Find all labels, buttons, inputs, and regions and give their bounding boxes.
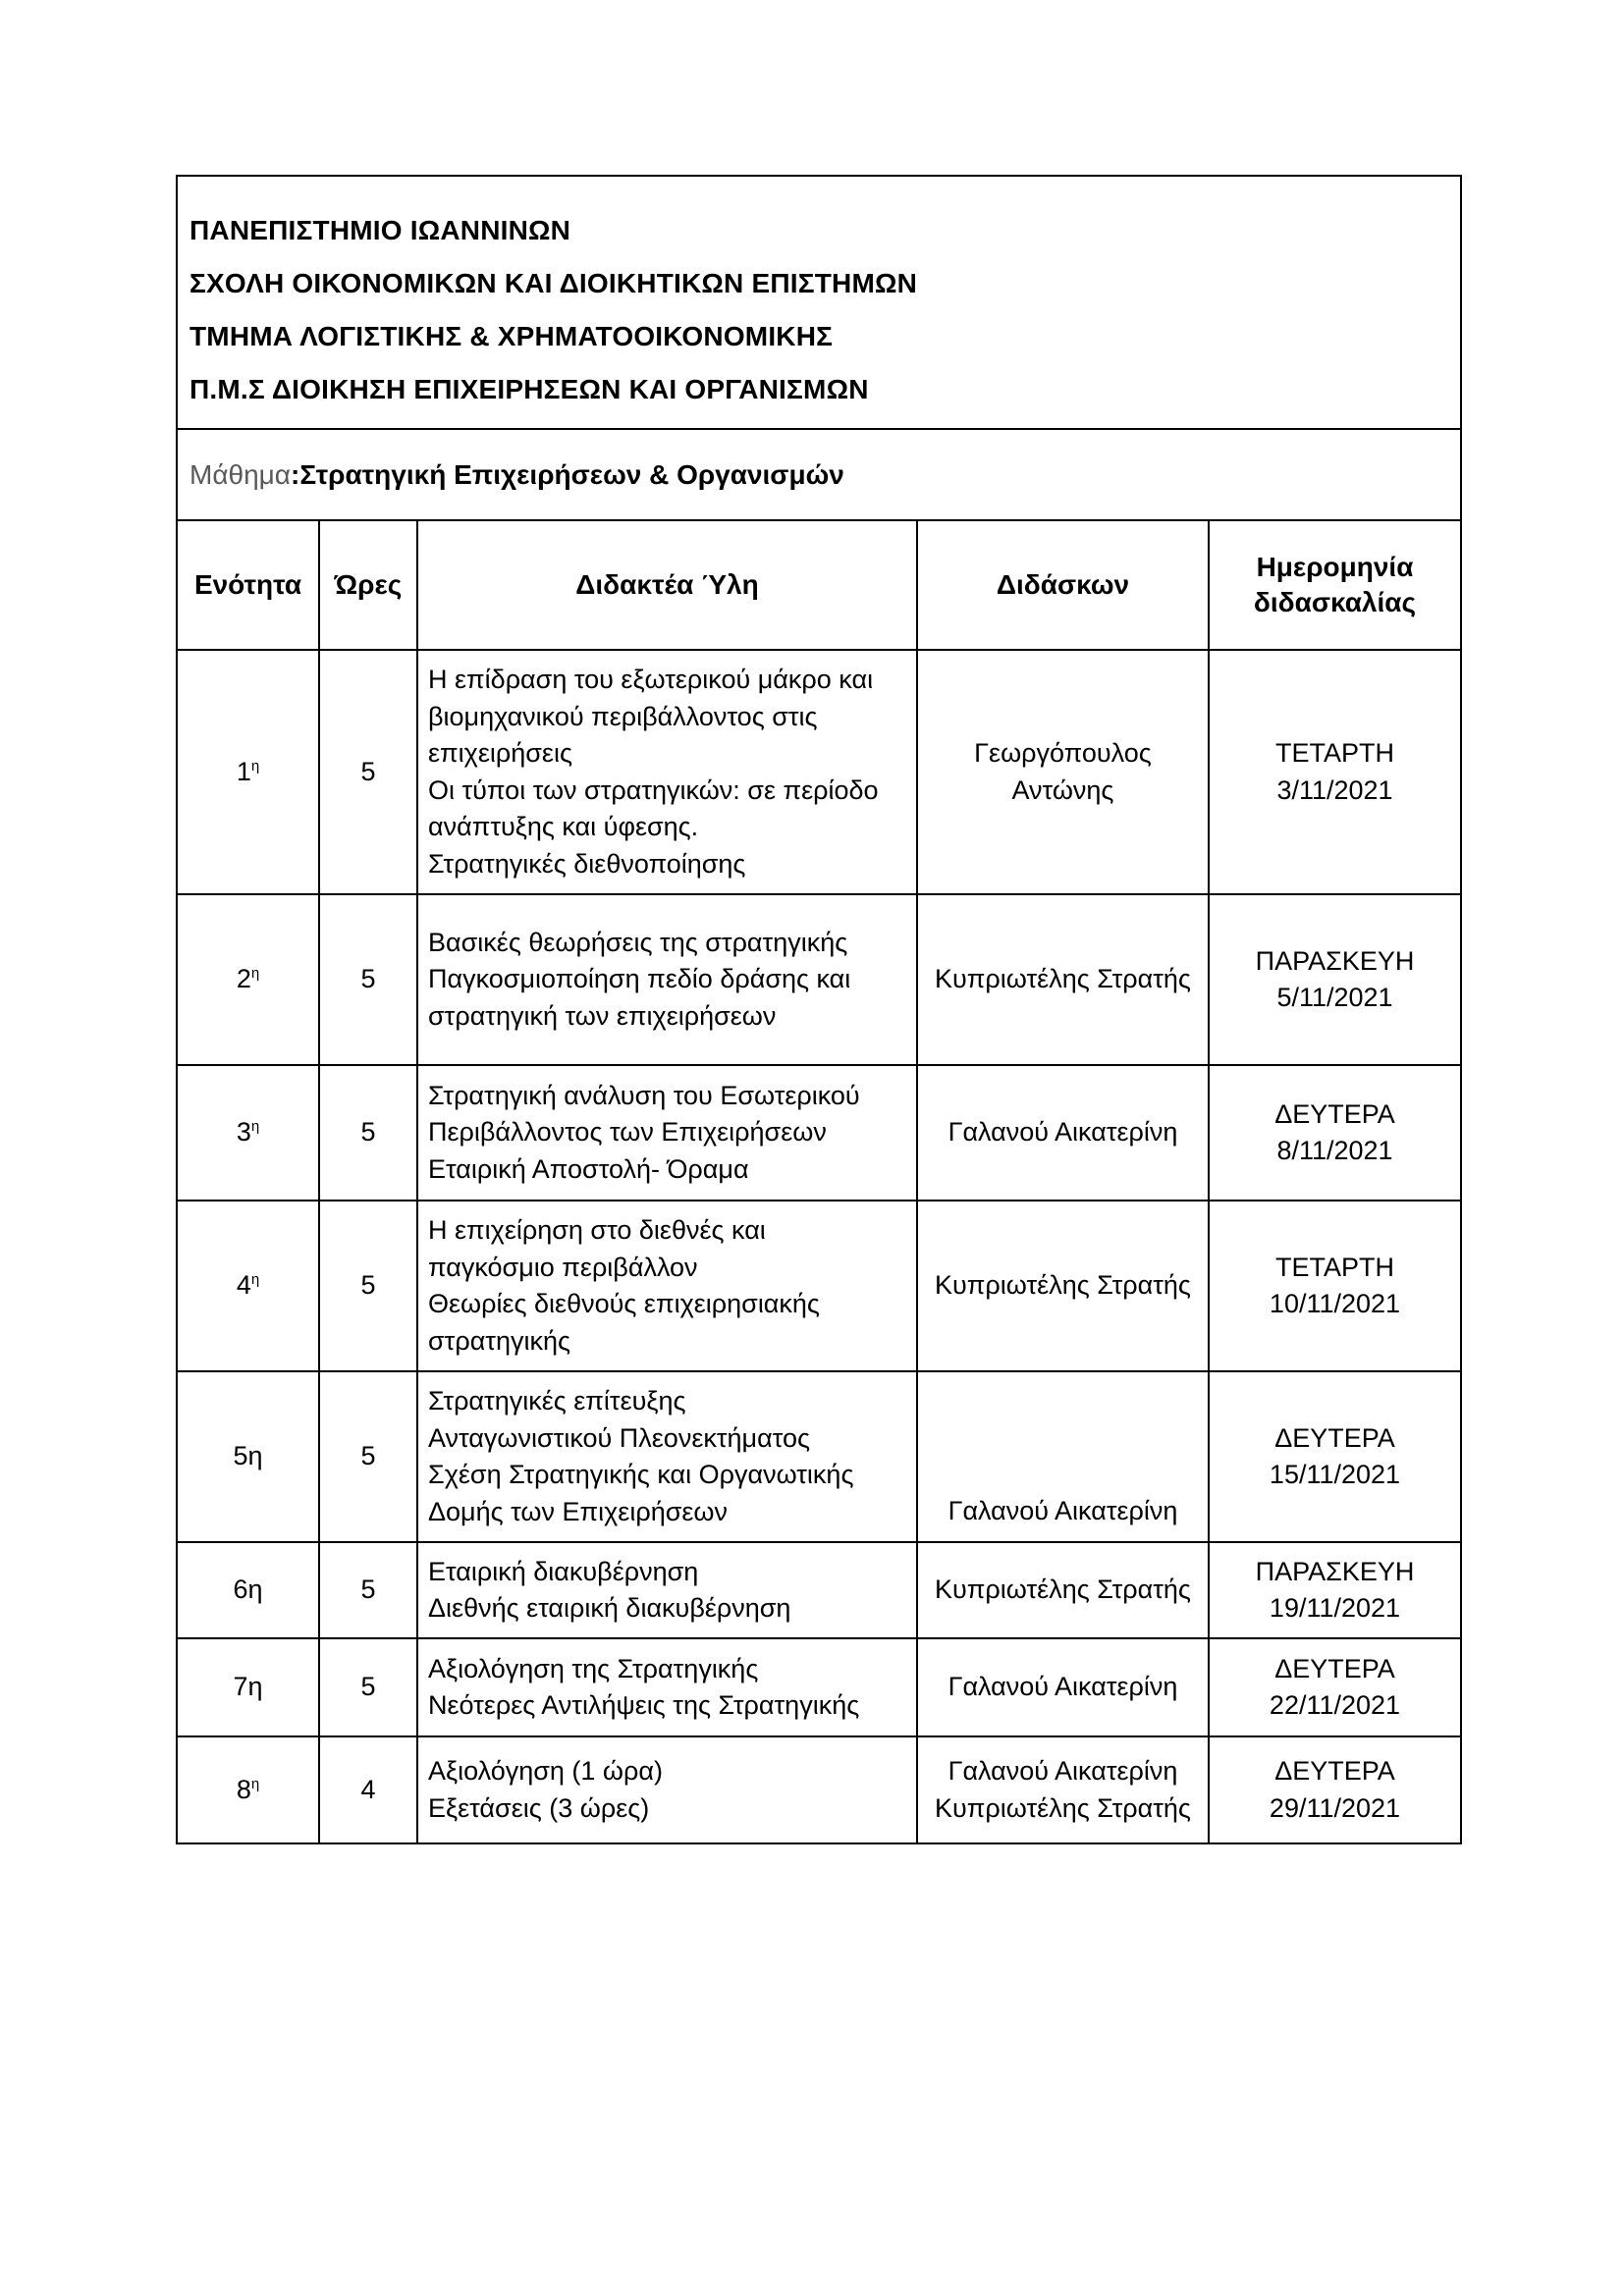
table-row [178,894,1460,1065]
material-line: Διεθνής εταιρική διακυβέρνηση [428,1593,791,1623]
teacher-cell [917,894,1209,1065]
unit-cell [178,1201,319,1371]
school-name: ΣΧΟΛΗ ΟΙΚΟΝΟΜΙΚΩΝ ΚΑΙ ΔΙΟΙΚΗΤΙΚΩΝ ΕΠΙΣΤΗΜΩΝ [189,268,918,298]
teacher-cell [917,1371,1209,1542]
teacher-cell [917,1542,1209,1638]
unit-number: 3 [236,1117,251,1148]
table-row [178,1736,1460,1842]
material-line: ανάπτυξης και ύφεσης. [428,812,699,841]
material-line: Βασικές θεωρήσεις της στρατηγικής [428,927,848,957]
material-line: Στρατηγική ανάλυση του Εσωτερικού [428,1080,860,1110]
department-name: ΤΜΗΜΑ ΛΟΓΙΣΤΙΚΗΣ & ΧΡΗΜΑΤΟΟΙΚΟΝΟΜΙΚΗΣ [189,321,834,351]
unit-cell [178,1542,319,1638]
date-cell [1209,1542,1460,1638]
hours-cell: 5 [319,650,417,894]
teacher-line: Κυπριωτέλης Στρατής [935,964,1191,994]
unit-cell [178,650,319,894]
material-line: Αξιολόγηση της Στρατηγικής [428,1653,759,1683]
table-row [178,1542,1460,1638]
material-line: Στρατηγικές διεθνοποίησης [428,848,746,879]
unit-number: 2 [236,964,251,994]
header-unit: Ενότητα [193,569,302,600]
unit-cell [178,1371,319,1542]
material-line: Παγκοσμιοποίηση πεδίο δράσης και [428,964,851,994]
material-line: Η επιχείρηση στο διεθνές και [428,1215,766,1245]
material-line: Σχέση Στρατηγικής και Οργανωτικής [428,1460,854,1489]
date-cell [1209,894,1460,1065]
table-row [178,1065,1460,1201]
unit-number: 6η [233,1575,263,1605]
material-cell [417,894,917,1065]
teacher-line: Γαλανού Αικατερίνη [947,1672,1178,1702]
material-line: Εξετάσεις (3 ώρες) [428,1792,650,1823]
unit-number: 1 [236,756,251,786]
teacher-line: Κυπριωτέλης Στρατής [935,1270,1191,1301]
date: 5/11/2021 [1276,983,1393,1012]
weekday: ΠΑΡΑΣΚΕΥΗ [1255,945,1415,976]
unit-cell [178,894,319,1065]
course-name: Στρατηγική Επιχειρήσεων & Οργανισμών [299,458,844,490]
material-line: Θεωρίες διεθνούς επιχειρησιακής [428,1289,820,1318]
date-cell [1209,1371,1460,1542]
hours-cell: 5 [319,1542,417,1638]
material-line: στρατηγική των επιχειρήσεων [428,1000,777,1031]
hours-cell: 5 [319,1201,417,1371]
teacher-line: Γαλανού Αικατερίνη [947,1756,1178,1786]
date-cell [1209,650,1460,894]
table-row [178,650,1460,894]
date-cell [1209,1736,1460,1842]
material-cell [417,1371,917,1542]
material-line: Εταιρική Αποστολή- Όραμα [428,1153,749,1184]
material-line: παγκόσμιο περιβάλλον [428,1252,698,1282]
teacher-cell [917,1736,1209,1842]
date: 10/11/2021 [1269,1289,1401,1318]
table-row [178,1638,1460,1736]
date: 3/11/2021 [1276,774,1393,805]
table-row [178,1201,1460,1371]
header-date [1209,521,1460,650]
unit-cell [178,1736,319,1842]
teacher-line: Γαλανού Αικατερίνη [947,1117,1178,1148]
date-cell [1209,1638,1460,1736]
schedule-table [178,521,1460,1842]
teacher-line: Κυπριωτέλης Στρατής [935,1575,1191,1605]
weekday: ΔΕΥΤΕΡΑ [1274,1422,1395,1453]
material-line: Εταιρική διακυβέρνηση [428,1556,699,1586]
unit-number: 4 [236,1270,251,1301]
header-material: Διδακτέα Ύλη [417,521,917,650]
material-line: Στρατηγικές επίτευξης [428,1386,686,1415]
material-cell [417,1736,917,1842]
teacher-line: Γεωργόπουλος [974,738,1152,768]
teacher-cell [917,650,1209,894]
hours-cell: 4 [319,1736,417,1842]
hours-cell: 5 [319,894,417,1065]
weekday: ΤΕΤΑΡΤΗ [1275,738,1394,768]
unit-cell [178,1065,319,1201]
date: 15/11/2021 [1269,1460,1401,1489]
date: 22/11/2021 [1269,1690,1401,1720]
teacher-cell [917,1638,1209,1736]
material-line: Η επίδραση του εξωτερικού μάκρο και [428,665,874,694]
unit-ordinal: η [250,965,260,983]
material-cell [417,1542,917,1638]
weekday: ΔΕΥΤΕΡΑ [1274,1756,1395,1786]
unit-ordinal: η [250,1271,260,1289]
schedule-document [176,175,1462,1844]
unit-cell [178,1638,319,1736]
date-cell [1209,1201,1460,1371]
teacher-line: Γαλανού Αικατερίνη [947,1495,1178,1525]
material-line: στρατηγικής [428,1325,571,1356]
course-label: Μάθημα [189,458,291,490]
material-line: Ανταγωνιστικού Πλεονεκτήματος [428,1422,811,1453]
material-cell [417,1638,917,1736]
teacher-line: Κυπριωτέλης Στρατής [935,1792,1191,1823]
material-line: Αξιολόγηση (1 ώρα) [428,1756,663,1786]
unit-number: 7η [233,1672,263,1702]
university-name: ΠΑΝΕΠΙΣΤΗΜΙΟ ΙΩΑΝΝΙΝΩΝ [189,215,571,245]
material-line: βιομηχανικού περιβάλλοντος στις [428,701,818,731]
date: 8/11/2021 [1276,1136,1393,1165]
unit-number: 8 [236,1774,251,1804]
material-line: Οι τύποι των στρατηγικών: σε περίοδο [428,774,879,805]
hours-cell: 5 [319,1371,417,1542]
date: 29/11/2021 [1269,1792,1401,1823]
program-name: Π.Μ.Σ ΔΙΟΙΚΗΣΗ ΕΠΙΧΕΙΡΗΣΕΩΝ ΚΑΙ ΟΡΓΑΝΙΣΜΩΝ [189,374,869,404]
course-colon: : [290,458,300,490]
weekday: ΠΑΡΑΣΚΕΥΗ [1255,1556,1415,1586]
weekday: ΔΕΥΤΕΡΑ [1274,1653,1395,1683]
unit-ordinal: η [250,1775,260,1792]
teacher-line: Αντώνης [1011,774,1114,805]
material-line: Νεότερες Αντιλήψεις της Στρατηγικής [428,1690,860,1720]
material-cell [417,1065,917,1201]
weekday: ΤΕΤΑΡΤΗ [1275,1252,1394,1282]
header-hours: Ώρες [319,521,417,650]
table-header-row [178,521,1460,650]
material-line: επιχειρήσεις [428,738,572,768]
hours-cell: 5 [319,1065,417,1201]
weekday: ΔΕΥΤΕΡΑ [1274,1098,1395,1129]
header-date-line1: Ημερομηνία [1256,552,1414,582]
material-cell [417,650,917,894]
material-line: Περιβάλλοντος των Επιχειρήσεων [428,1117,827,1148]
hours-cell: 5 [319,1638,417,1736]
teacher-cell [917,1201,1209,1371]
unit-ordinal: η [250,757,260,774]
date-cell [1209,1065,1460,1201]
material-cell [417,1201,917,1371]
table-row [178,1371,1460,1542]
material-line: Δομής των Επιχειρήσεων [428,1496,729,1526]
teacher-cell [917,1065,1209,1201]
header-teacher: Διδάσκων [917,521,1209,650]
institution-header [178,177,1460,430]
header-date-line2: διδασκαλίας [1253,587,1417,617]
unit-number: 5η [233,1441,263,1471]
course-line [178,430,1460,521]
date: 19/11/2021 [1269,1593,1401,1623]
unit-ordinal: η [250,1118,260,1136]
